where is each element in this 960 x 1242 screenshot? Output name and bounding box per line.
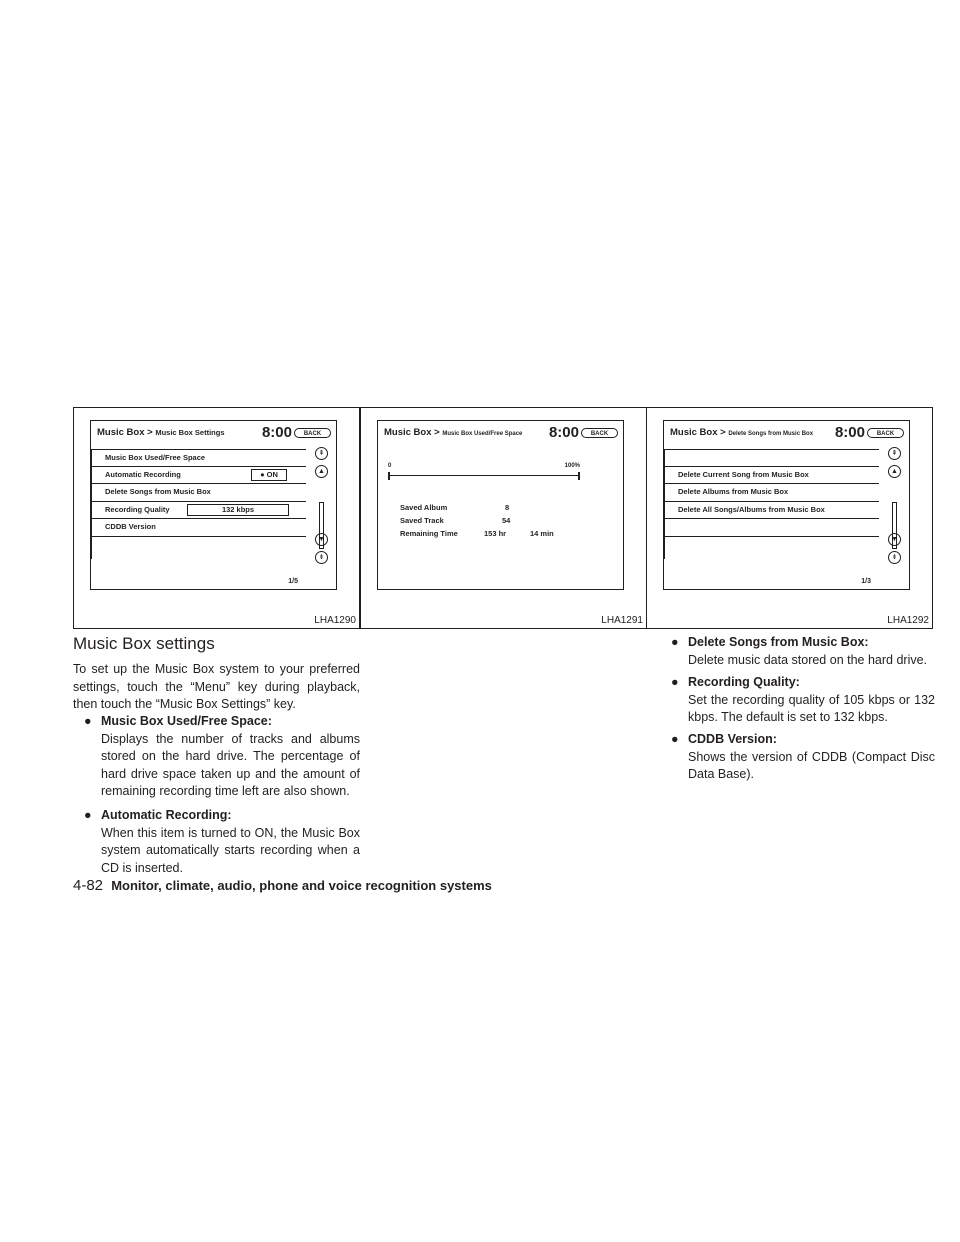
back-button[interactable]: BACK <box>867 428 904 438</box>
screen <box>90 420 337 590</box>
section-title: Music Box settings <box>73 634 215 653</box>
row-delete-songs[interactable] <box>91 484 306 502</box>
bullet-title: Delete Songs from Music Box: <box>688 635 869 649</box>
bullet-dot: ● <box>84 808 92 822</box>
gauge-track <box>388 472 580 480</box>
bullet-cddb-version <box>671 731 935 784</box>
screen-header <box>664 421 909 443</box>
page-footer <box>73 877 492 894</box>
bullet-desc: Set the recording quality of 105 kbps or 132 kbps. The default is set to 132 kbps. <box>688 692 935 724</box>
on-indicator[interactable]: ● ON <box>251 469 287 481</box>
scroll-controls <box>885 447 905 567</box>
row-label: Delete Songs from Music Box <box>105 487 211 496</box>
bullet-title: CDDB Version: <box>688 732 777 746</box>
page-down-icon[interactable]: ⇟ <box>315 551 328 564</box>
figure-label: LHA1291 <box>601 615 643 626</box>
breadcrumb-sub: Music Box Settings <box>155 428 225 437</box>
breadcrumb <box>97 427 225 438</box>
bullet-desc: When this item is turned to ON, the Music Box system automatically starts recording when a CD is inserted. <box>101 825 360 875</box>
bullet-recording-quality <box>671 674 935 727</box>
bullet-used-free-space <box>84 713 360 801</box>
stat-remaining-time <box>400 529 580 542</box>
page-down-icon[interactable]: ⇟ <box>888 551 901 564</box>
bullet-title: Recording Quality: <box>688 675 800 689</box>
row-delete-albums[interactable] <box>664 484 879 502</box>
breadcrumb-main: Music Box > <box>97 427 153 438</box>
screen <box>663 420 910 590</box>
row-label: Delete All Songs/Albums from Music Box <box>678 504 825 514</box>
bullet-desc: Shows the version of CDDB (Compact Disc Data Base). <box>688 749 935 781</box>
page-up-icon[interactable]: ⇞ <box>315 447 328 460</box>
stat-label: Saved Album <box>400 503 448 512</box>
bullet-desc: Displays the number of tracks and albums stored on the hard drive. The percentage of hard drive space taken up and the amount of remaining recording time left are also shown. <box>101 731 360 798</box>
stat-label: Remaining Time <box>400 529 458 538</box>
row-label: Music Box Used/Free Space <box>105 453 206 462</box>
scroll-down-icon[interactable]: ▼ <box>315 533 328 546</box>
figure-music-box-settings <box>73 407 360 629</box>
gauge-min: 0 <box>388 463 392 469</box>
bullet-dot: ● <box>671 675 679 689</box>
footer-section-title: Monitor, climate, audio, phone and voice recognition systems <box>111 878 492 893</box>
row-label: Delete Albums from Music Box <box>678 487 789 496</box>
row-recording-quality[interactable] <box>91 502 306 520</box>
stat-value-min: 14 min <box>530 529 554 538</box>
bullet-automatic-recording <box>84 807 360 877</box>
row-label: CDDB Version <box>105 522 156 531</box>
bullet-title: Music Box Used/Free Space: <box>101 714 272 728</box>
stats <box>400 503 580 542</box>
clock: 8:00 <box>834 424 865 441</box>
row-label: Automatic Recording <box>105 469 181 479</box>
scroll-up-icon[interactable]: ▲ <box>315 465 328 478</box>
row-cddb-version[interactable] <box>91 519 306 537</box>
intro-paragraph: To set up the Music Box system to your preferred settings, touch the “Menu” key during playback, then touch the “Music Box Settings” key. <box>73 662 360 711</box>
stat-saved-album <box>400 503 580 516</box>
quality-field[interactable]: 132 kbps <box>187 504 289 516</box>
back-button[interactable]: BACK <box>294 428 331 438</box>
page-indicator: 1/3 <box>861 578 871 585</box>
screen-header <box>91 421 336 443</box>
scroll-controls <box>312 447 332 567</box>
stat-label: Saved Track <box>400 516 444 525</box>
breadcrumb-main: Music Box > <box>670 427 726 438</box>
row-label: Delete Current Song from Music Box <box>678 469 809 479</box>
row-empty <box>664 449 879 467</box>
page-number: 4-82 <box>73 877 104 894</box>
stat-value: 8 <box>505 503 510 512</box>
bullet-dot: ● <box>671 635 679 649</box>
figure-used-free-space <box>360 407 647 629</box>
delete-list <box>664 449 879 537</box>
row-delete-current[interactable] <box>664 467 879 485</box>
screen <box>377 420 624 590</box>
breadcrumb <box>384 427 522 438</box>
scroll-up-icon[interactable]: ▲ <box>888 465 901 478</box>
breadcrumb-sub: Music Box Used/Free Space <box>442 431 523 437</box>
stat-value: 54 <box>502 516 511 525</box>
gauge-max: 100% <box>564 463 580 469</box>
figure-label: LHA1290 <box>314 615 356 626</box>
page-indicator: 1/5 <box>288 578 298 585</box>
clock: 8:00 <box>261 424 292 441</box>
breadcrumb-sub: Delete Songs from Music Box <box>728 431 814 437</box>
row-used-free-space[interactable] <box>91 449 306 467</box>
stat-value-hr: 153 hr <box>484 529 507 538</box>
bullet-dot: ● <box>671 732 679 746</box>
breadcrumb-main: Music Box > <box>384 427 440 438</box>
scroll-down-icon[interactable]: ▼ <box>888 533 901 546</box>
bullet-desc: Delete music data stored on the hard drive. <box>688 652 928 667</box>
gauge-fill <box>390 475 578 476</box>
clock: 8:00 <box>548 424 579 441</box>
breadcrumb <box>670 427 813 438</box>
stat-saved-track <box>400 516 580 529</box>
settings-list <box>91 449 306 537</box>
bullet-delete-songs <box>671 634 935 669</box>
page-up-icon[interactable]: ⇞ <box>888 447 901 460</box>
figure-label: LHA1292 <box>887 615 929 626</box>
bullet-dot: ● <box>84 714 92 728</box>
bullet-title: Automatic Recording: <box>101 808 232 822</box>
row-empty <box>664 519 879 537</box>
row-label: Recording Quality <box>105 504 170 514</box>
back-button[interactable]: BACK <box>581 428 618 438</box>
row-delete-all[interactable] <box>664 502 879 520</box>
screen-header <box>378 421 623 443</box>
row-automatic-recording[interactable] <box>91 467 306 485</box>
figure-delete-songs <box>646 407 933 629</box>
